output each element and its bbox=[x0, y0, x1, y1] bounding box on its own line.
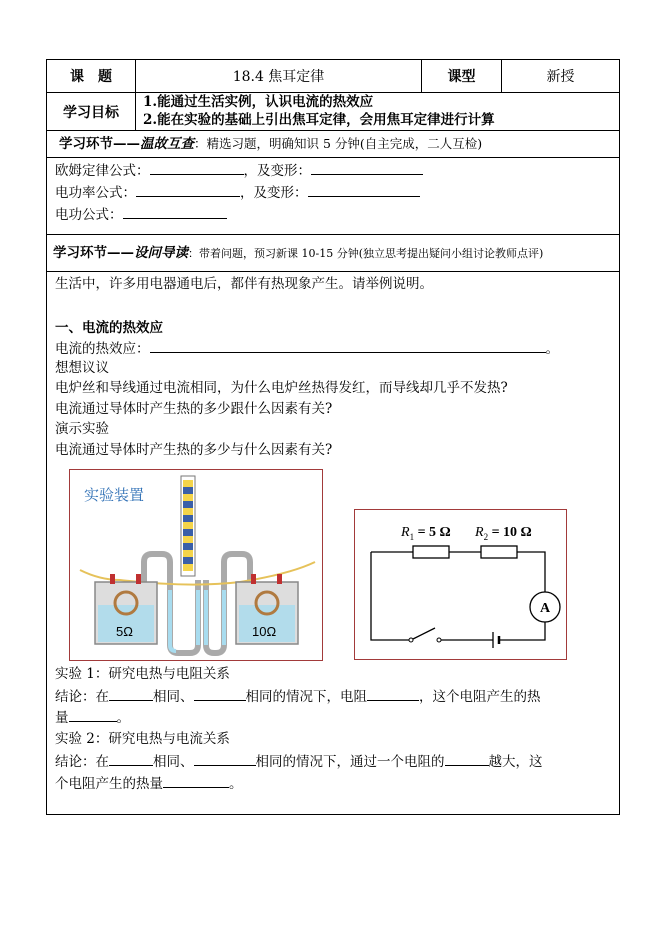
exp2-blank-2[interactable] bbox=[194, 751, 256, 766]
exp1-blank-2[interactable] bbox=[194, 686, 246, 701]
exp1-conclusion: 结论：在 相同、 相同的情况下，电阻 ，这个电阻产生的热 bbox=[55, 686, 541, 707]
intro-text: 生活中，许多用电器通电后，都伴有热现象产生。请举例说明。 bbox=[55, 276, 433, 292]
heat-effect-end: 。 bbox=[545, 341, 559, 357]
scale-stripes bbox=[183, 480, 193, 571]
question-3: 电流通过导体时产生热的多少与什么因素有关? bbox=[55, 442, 333, 458]
circuit-diagram bbox=[355, 510, 565, 658]
power-transform: ，及变形： bbox=[240, 185, 308, 201]
review-section-row bbox=[47, 131, 619, 158]
guide-title: 设问导读 bbox=[134, 245, 188, 261]
exp2-blank-1[interactable] bbox=[109, 751, 153, 766]
work-blank[interactable] bbox=[123, 204, 227, 219]
left-resistor-label: 5Ω bbox=[116, 624, 133, 639]
objective-2: 2.能在实验的基础上引出焦耳定律，会用焦耳定律进行计算 bbox=[143, 112, 495, 128]
work-label: 电功公式： bbox=[55, 207, 123, 223]
review-section-heading bbox=[59, 134, 482, 154]
r1-label: $R_1 = 5$ Ω bbox=[401, 525, 451, 542]
ohm-blank[interactable] bbox=[150, 160, 244, 175]
right-resistor-label: 10Ω bbox=[252, 624, 277, 639]
question-1: 电炉丝和导线通过电流相同，为什么电炉丝热得发红，而导线却几乎不发热? bbox=[55, 380, 508, 396]
ohm-transform-blank[interactable] bbox=[311, 160, 423, 175]
demo-label: 演示实验 bbox=[55, 421, 109, 437]
exp2-blank-4[interactable] bbox=[163, 773, 229, 788]
ammeter-label: A bbox=[540, 601, 551, 616]
header-row bbox=[47, 60, 619, 93]
exp1-blank-4[interactable] bbox=[69, 707, 117, 722]
r2-label: $R_2 = 10$ Ω bbox=[475, 525, 532, 542]
circuit-diagram-figure bbox=[354, 509, 567, 660]
objective-1: 1.能通过生活实例，认识电流的热效应 bbox=[143, 94, 374, 110]
exp2-conclusion: 结论：在 相同、 相同的情况下，通过一个电阻的 越大，这 bbox=[55, 751, 543, 772]
objectives-label: 学习目标 bbox=[47, 93, 136, 130]
exp1-blank-3[interactable] bbox=[367, 686, 419, 701]
right-terminal-b bbox=[277, 574, 282, 584]
resistor-r1 bbox=[413, 546, 449, 558]
power-line bbox=[55, 182, 420, 203]
review-title: 温故互查 bbox=[140, 136, 194, 152]
battery-symbol bbox=[493, 632, 499, 648]
work-line bbox=[55, 204, 227, 225]
topic-value: 18.4 焦耳定律 bbox=[136, 60, 422, 92]
experiment-apparatus-figure bbox=[69, 469, 323, 661]
guide-desc: ：带着问题，预习新课 10-15 分钟(独立思考提出疑问小组讨论教师点评) bbox=[188, 247, 544, 260]
heat-effect-blank[interactable] bbox=[150, 338, 546, 353]
ohm-transform: ，及变形： bbox=[243, 163, 311, 179]
power-label: 电功率公式： bbox=[55, 185, 136, 201]
apparatus-title: 实验装置 bbox=[84, 487, 145, 504]
circuit-wires bbox=[371, 552, 545, 640]
guide-section-heading bbox=[53, 243, 543, 264]
left-terminal-a bbox=[110, 574, 115, 584]
review-formulas-row bbox=[47, 158, 619, 235]
review-prefix: 学习环节—— bbox=[59, 136, 140, 152]
switch-symbol bbox=[409, 628, 441, 642]
topic-label: 课 题 bbox=[47, 60, 136, 92]
power-blank[interactable] bbox=[136, 182, 240, 197]
think-label: 想想议议 bbox=[55, 360, 109, 376]
exp2-title: 实验 2：研究电热与电流关系 bbox=[55, 731, 230, 747]
left-terminal-b bbox=[136, 574, 141, 584]
question-2: 电流通过导体时产生热的多少跟什么因素有关? bbox=[55, 401, 333, 417]
heading-heat-effect: 一、电流的热效应 bbox=[55, 320, 163, 336]
lesson-plan-table bbox=[46, 59, 620, 815]
exp1-title: 实验 1：研究电热与电阻关系 bbox=[55, 666, 230, 682]
apparatus-illustration bbox=[70, 470, 321, 659]
exp2-blank-3[interactable] bbox=[445, 751, 489, 766]
exp2-conclusion-cont: 个电阻产生的热量 。 bbox=[55, 773, 243, 794]
type-value: 新授 bbox=[546, 69, 575, 85]
heat-effect-label: 电流的热效应： bbox=[55, 341, 150, 357]
resistor-r2 bbox=[481, 546, 517, 558]
review-desc: ：精选习题，明确知识 5 分钟(自主完成，二人互检) bbox=[194, 136, 483, 151]
guide-section-row bbox=[47, 235, 619, 272]
objectives-row bbox=[47, 93, 619, 131]
type-label: 课型 bbox=[422, 60, 502, 92]
guide-prefix: 学习环节—— bbox=[53, 245, 134, 261]
exp1-blank-1[interactable] bbox=[109, 686, 153, 701]
ohm-label: 欧姆定律公式： bbox=[55, 163, 150, 179]
heat-effect-line bbox=[55, 338, 559, 359]
exp1-conclusion-cont: 量 。 bbox=[55, 707, 130, 728]
ohm-line bbox=[55, 160, 423, 181]
power-transform-blank[interactable] bbox=[308, 182, 420, 197]
right-terminal-a bbox=[251, 574, 256, 584]
